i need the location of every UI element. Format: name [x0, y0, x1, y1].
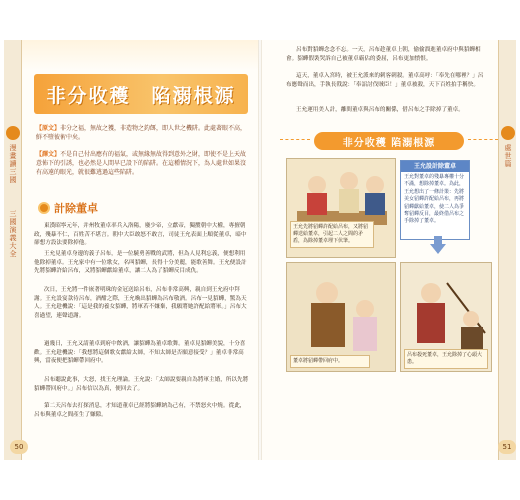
paragraph: 呂布對貂蟬念念不忘。一天，呂布趁董卓上朝，偷偷溜進董卓府中與貂蟬相會。貂蟬假裝哭訴自己被董卓霸佔的委屈，呂布更加憤恨。 [286, 47, 481, 62]
right-side-strip [498, 40, 516, 460]
intro-original [36, 124, 248, 142]
section-title: 計除董卓 [54, 202, 98, 215]
arrow-down-icon [430, 244, 446, 254]
info-box-text: 王允對董卓的殘暴專權十分不滿，想除掉董卓。為此，王允想出了一條計策：先將美女貂蟬許配給呂布，再將貂蟬獻給董卓，使二人為爭奪貂蟬反目，最終借呂布之手除掉了董卓。 [404, 174, 465, 225]
page-number: 51 [498, 440, 516, 454]
info-box-title: 王允設計除董卓 [401, 161, 469, 172]
left-side-strip [4, 40, 22, 460]
intro-text: 非分之福，無故之獲，非造物之釣餌，即人世之機阱。此處著眼不高，鮮不墮彼術中矣。 [36, 125, 247, 141]
intro-text: 不是自己付出應有的福氣，或無緣無故得到意外之財，即使不是上天故意佈下的引誘，也必然是人間早已設下的陷阱。在這種情況下，為人處世如果沒有高遠的眼光，就很難逃過這些陷阱。 [36, 151, 247, 176]
caption: 呂布殺死董卓，王允除掉了心頭大患。 [404, 349, 488, 369]
divider [280, 139, 310, 143]
paragraph: 呂布聽說此事，大怒，找王允理論。王允說：「太師說要親自為將軍主婚，所以先將貂蟬帶回府中。」呂布信以為真，便回去了。 [34, 377, 249, 392]
illustration-banquet [286, 158, 396, 258]
intro-translation [36, 150, 248, 177]
paragraph: 王允運用美人計，離間董卓與呂布的關係，借呂布之手除掉了董卓。 [296, 107, 464, 113]
caption: 王允先將貂蟬許配給呂布，又將貂蟬送給董卓，引起二人之間的矛盾，為除掉董卓埋下伏筆。 [290, 221, 374, 248]
paragraph: 次日，王允將一件嵌著明珠的金冠送給呂布，呂布非常高興，親自到王允府中拜謝。王允設宴款待呂布，酒酣之際，王允喚出貂蟬為呂布敬酒。呂布一見貂蟬，驚為天人。王允趁機說：「這是我的養女貂蟬，將軍若不嫌棄，我願將她許配給將軍。」呂布大喜過望，連聲道謝。 [34, 287, 247, 319]
chapter-title: 非分收穫 陷溺根源 [46, 85, 236, 107]
section-icon [38, 202, 50, 214]
paragraph: 第二天呂布去打探消息，才知道董卓已經將貂蟬納為己有，不禁怒火中燒。從此，呂布與董卓之間產生了嫌隙。 [34, 403, 246, 418]
illustration-lubu [400, 262, 492, 372]
side-label: 處世篇 [504, 144, 512, 168]
flower-icon [6, 126, 20, 140]
paragraph: 王允見董卓身邊的義子呂布，是一位驍勇善戰的武將，但為人見利忘義，便想利用他除掉董卓。王允家中有一位歌女，名叫貂蟬，長得十分美麗，能歌善舞。王允便設計先將貂蟬許給呂布，又將貂蟬獻給董卓，讓二人為了貂蟬反目成仇。 [34, 251, 247, 275]
paragraph: 東漢昭寧元年，并州牧董卓率兵入洛陽，廢少帝，立獻帝，獨攬朝中大權，專擅朝政，殘暴不仁，百姓苦不堪言。朝中大臣敢怒不敢言，司徒王允表面上順從董卓，暗中卻想方設法要除掉他。 [34, 223, 247, 247]
divider [468, 139, 498, 143]
top-decoration [22, 40, 258, 70]
info-box [400, 160, 470, 240]
page-number: 50 [10, 440, 28, 454]
side-label: 漫畫讀三國 [9, 144, 17, 184]
left-page [4, 40, 258, 460]
caption: 董卓將貂蟬帶回府中。 [290, 355, 370, 368]
intro-tag: 【譯文】 [36, 151, 61, 158]
side-label-secondary: 三國演義大全 [9, 210, 17, 258]
illustration-title: 非分收穫 陷溺根源 [342, 138, 436, 149]
flower-icon [501, 126, 515, 140]
paragraph: 過幾日，王允又請董卓到府中飲酒，讓貂蟬為董卓歌舞。董卓見貂蟬美貌，十分喜歡。王允趁機說：「我想將這個歌女獻給太師，不知太師是否願意接受？」董卓非常高興，當夜便把貂蟬帶回府中。 [34, 341, 246, 365]
right-page [262, 40, 516, 460]
paragraph: 這天，董卓入宮時，被王允派來的刺客刺殺。董卓高呼：「奉先在哪裡？」呂布應聲而出，手執長戟說：「奉詔討伐賊臣！」董卓被殺，天下百姓拍手稱快。 [286, 73, 484, 88]
intro-tag: 【原文】 [36, 125, 61, 132]
illustration-dongzhuo [286, 262, 396, 372]
section-heading [38, 200, 98, 216]
illustration-banner [314, 132, 464, 150]
chapter-banner [34, 74, 248, 114]
